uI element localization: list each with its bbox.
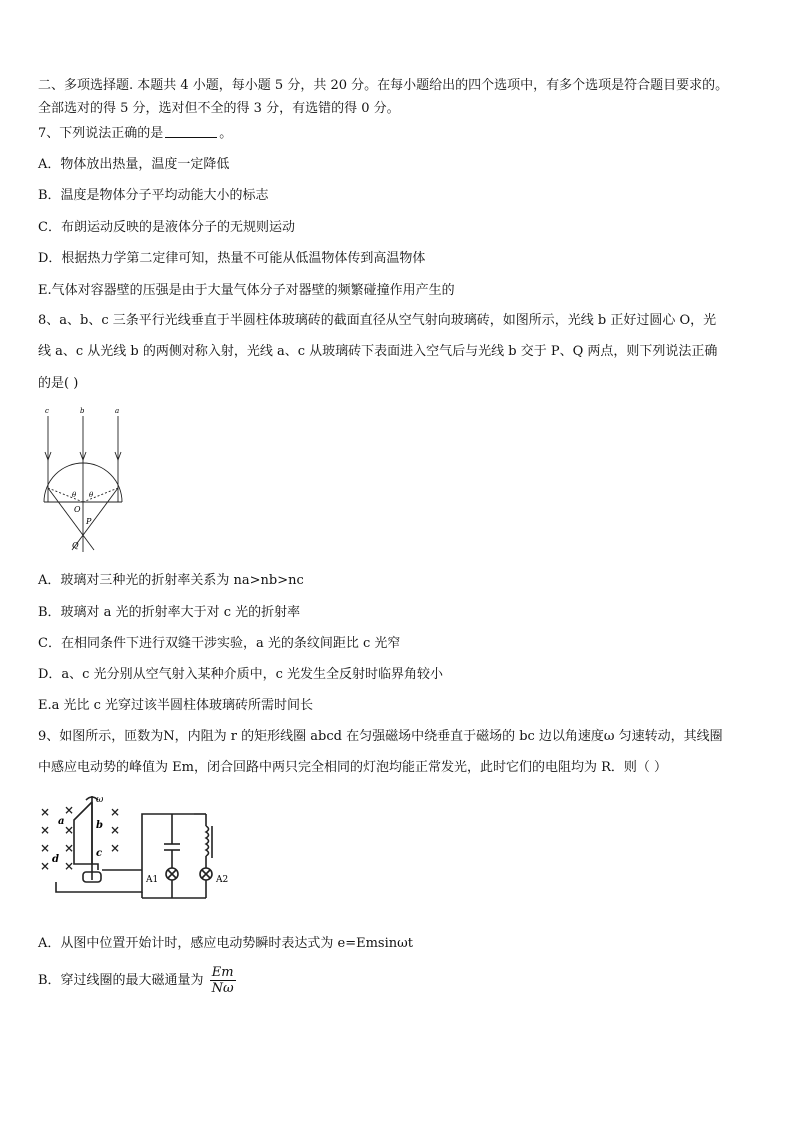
label-lamp-a2: A2: [216, 875, 229, 885]
q9-option-b: [38, 965, 236, 996]
cross-mark: ×: [40, 859, 51, 873]
label-lamp-a1: A1: [146, 875, 159, 885]
q7-option-a: A．物体放出热量，温度一定降低: [38, 157, 230, 172]
q8-stem-line3: 的是( ): [38, 376, 79, 391]
semicircle-glass-figure: [36, 402, 136, 562]
max-flux-fraction: [210, 965, 236, 996]
q7-option-b: B．温度是物体分子平均动能大小的标志: [38, 188, 269, 203]
fraction-denominator: Nω: [211, 981, 234, 996]
q8-option-c: C．在相同条件下进行双缝干涉实验，a 光的条纹间距比 c 光窄: [38, 636, 401, 651]
q7-stem-end: 。: [219, 126, 233, 141]
q9-stem-line2: 中感应电动势的峰值为 Em，闭合回路中两只完全相同的灯泡均能正常发光，此时它们的电阻均为 R．则（ ）: [38, 760, 668, 775]
coil-circuit-figure: [34, 792, 234, 904]
q8-stem-line2: 线 a、c 从光线 b 的两侧对称入射，光线 a、c 从玻璃砖下表面进入空气后与光线 b 交于 P、Q 两点，则下列说法正确: [38, 344, 718, 359]
q8-option-b: B．玻璃对 a 光的折射率大于对 c 光的折射率: [38, 605, 301, 620]
label-omega: ω: [96, 795, 104, 805]
label-ray-b: b: [80, 407, 85, 415]
cross-mark: ×: [40, 823, 51, 837]
cross-mark: ×: [40, 841, 51, 855]
label-theta-right: θ: [89, 491, 94, 499]
label-coil-b: b: [96, 820, 103, 831]
label-ray-c: c: [45, 407, 49, 415]
q8-option-e: E.a 光比 c 光穿过该半圆柱体玻璃砖所需时间长: [38, 698, 314, 713]
q8-option-d: D．a、c 光分别从空气射入某种介质中，c 光发生全反射时临界角较小: [38, 667, 443, 682]
section-heading-line1: 二、多项选择题. 本题共 4 小题，每小题 5 分，共 20 分。在每小题给出的四个选项中，有多个选项是符合题目要求的。: [38, 78, 729, 93]
q7-stem-text: 7、下列说法正确的是: [38, 126, 164, 141]
cross-mark: ×: [110, 823, 121, 837]
cross-mark: ×: [64, 841, 75, 855]
label-theta-left: θ: [72, 491, 77, 499]
label-coil-d: d: [52, 854, 59, 865]
label-center-o: O: [74, 505, 81, 514]
cross-mark: ×: [64, 803, 75, 817]
q8-stem-line1: 8、a、b、c 三条平行光线垂直于半圆柱体玻璃砖的截面直径从空气射向玻璃砖，如图所示，光线 b 正好过圆心 O，光: [38, 313, 717, 328]
q7-stem: [38, 125, 232, 142]
q8-option-a: A．玻璃对三种光的折射率关系为 na>nb>nc: [38, 573, 304, 588]
q9-stem-line1: 9、如图所示，匝数为N，内阻为 r 的矩形线圈 abcd 在匀强磁场中绕垂直于磁场的 bc 边以角速度ω 匀速转动，其线圈: [38, 729, 723, 744]
q9-option-a: A．从图中位置开始计时，感应电动势瞬时表达式为 e=Emsinωt: [38, 936, 413, 951]
fraction-numerator: Em: [211, 965, 234, 980]
cross-mark: ×: [64, 823, 75, 837]
label-ray-a: a: [115, 407, 120, 415]
label-point-p: P: [86, 517, 92, 526]
q7-option-d: D．根据热力学第二定律可知，热量不可能从低温物体传到高温物体: [38, 251, 426, 266]
section-heading-line2: 全部选对的得 5 分，选对但不全的得 3 分，有选错的得 0 分。: [38, 101, 400, 116]
label-coil-a: a: [58, 816, 65, 827]
q7-option-c: C．布朗运动反映的是液体分子的无规则运动: [38, 220, 295, 235]
label-coil-c: c: [96, 848, 103, 859]
label-point-q: Q: [72, 541, 79, 550]
cross-mark: ×: [110, 805, 121, 819]
q7-option-e: E.气体对容器壁的压强是由于大量气体分子对器壁的频繁碰撞作用产生的: [38, 283, 455, 298]
cross-mark: ×: [110, 841, 121, 855]
cross-mark: ×: [40, 805, 51, 819]
cross-mark: ×: [64, 859, 75, 873]
q9-option-b-text: B．穿过线圈的最大磁通量为: [38, 973, 204, 988]
answer-blank: [165, 125, 217, 138]
